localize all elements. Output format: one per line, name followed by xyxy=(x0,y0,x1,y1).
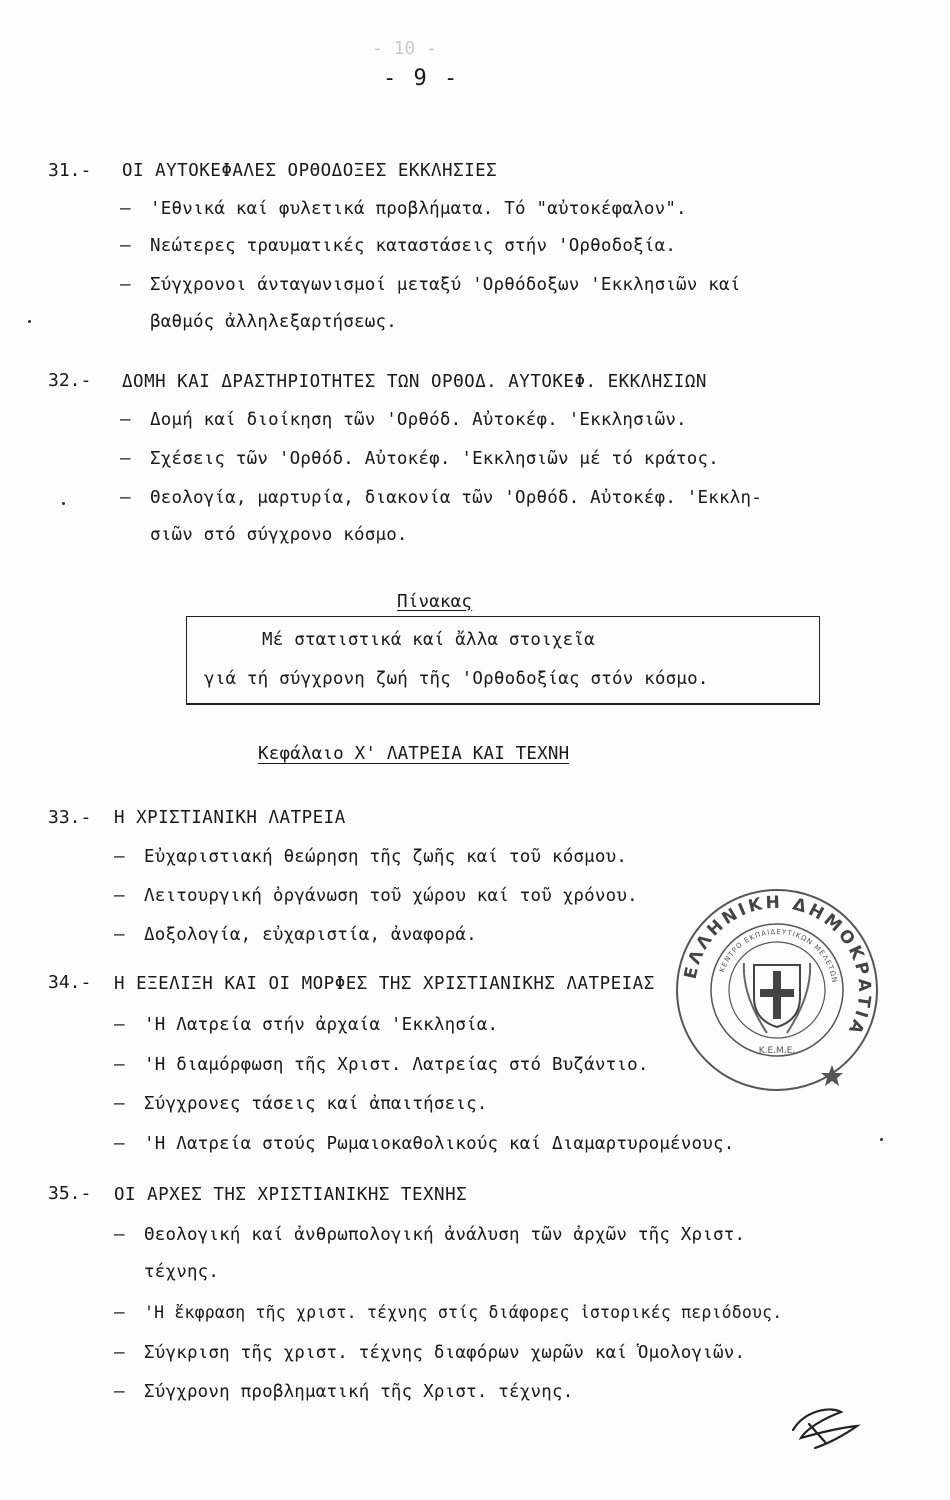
list-item: – Σύγκριση τῆς χριστ. τέχνης διαφόρων χωρῶν καί Ὁμολογιῶν. xyxy=(114,1343,746,1363)
table-note-title: Πίνακας xyxy=(397,592,473,612)
coat-of-arms-icon xyxy=(744,963,810,1033)
section-title-32: ΔΟΜΗ ΚΑΙ ΔΡΑΣΤΗΡΙΟΤΗΤΕΣ ΤΩΝ ΟΡΘΟΔ. ΑΥΤΟΚΕΦ. ΕΚΚΛΗΣΙΩΝ xyxy=(122,372,707,392)
stamp-abbreviation: Κ.Ε.Μ.Ε. xyxy=(758,1046,796,1056)
list-item: – 'Η Λατρεία στούς Ρωμαιοκαθολικούς καί Διαμαρτυρομένους. xyxy=(114,1134,735,1154)
list-item: – 'Η Λατρεία στήν ἀρχαία 'Εκκλησία. xyxy=(114,1015,499,1035)
list-item: – Δοξολογία, εὐχαριστία, ἀναφορά. xyxy=(114,925,477,945)
section-title-35: ΟΙ ΑΡΧΕΣ ΤΗΣ ΧΡΙΣΤΙΑΝΙΚΗΣ ΤΕΧΝΗΣ xyxy=(114,1185,468,1205)
chapter-heading: Κεφάλαιο Χ' ΛΑΤΡΕΙΑ ΚΑΙ ΤΕΧΝΗ xyxy=(258,744,570,764)
list-item: – Σύγχρονες τάσεις καί ἀπαιτήσεις. xyxy=(114,1094,488,1114)
list-item-continuation: τέχνης. xyxy=(144,1262,220,1282)
list-item: – 'Η διαμόρφωση τῆς Χριστ. Λατρείας στό Βυζάντιο. xyxy=(114,1055,649,1075)
bleed-through-page-number: - 10 - xyxy=(372,38,438,59)
section-title-34: Η ΕΞΕΛΙΞΗ ΚΑΙ ΟΙ ΜΟΡΦΕΣ ΤΗΣ ΧΡΙΣΤΙΑΝΙΚΗΣ ΛΑΤΡΕΙΑΣ xyxy=(114,974,655,994)
section-title-33: Η ΧΡΙΣΤΙΑΝΙΚΗ ΛΑΤΡΕΙΑ xyxy=(114,808,346,828)
signature xyxy=(785,1402,875,1457)
list-item-continuation: σιῶν στό σύγχρονο κόσμο. xyxy=(150,525,408,545)
list-item: – Σχέσεις τῶν 'Ορθόδ. Αὐτοκέφ. 'Εκκλησιῶν μέ τό κράτος. xyxy=(120,449,720,469)
list-item: – Θεολογική καί ἀνθρωπολογική ἀνάλυση τῶν ἀρχῶν τῆς Χριστ. xyxy=(114,1225,746,1245)
scan-speck xyxy=(62,502,65,505)
table-note-line2: γιά τή σύγχρονη ζωή τῆς 'Ορθοδοξίας στόν κόσμο. xyxy=(204,669,709,689)
stamp-inner-text: ΚΕΝΤΡΟ ΕΚΠΑΙΔΕΥΤΙΚΩΝ ΜΕΛΕΤΩΝ xyxy=(718,927,839,984)
table-note-line1: Μέ στατιστικά καί ἄλλα στοιχεῖα xyxy=(262,630,595,650)
list-item: – Σύγχρονη προβληματική τῆς Χριστ. τέχνης. xyxy=(114,1382,574,1402)
list-item: – Δομή καί διοίκηση τῶν 'Ορθόδ. Αὐτοκέφ. 'Εκκλησιῶν. xyxy=(120,410,687,430)
list-item: – 'Η ἔκφραση τῆς χριστ. τέχνης στίς διάφορες ἱστορικές περιόδους. xyxy=(114,1303,783,1323)
section-number-33: 33.- xyxy=(48,807,92,828)
section-title-31: ΟΙ ΑΥΤΟΚΕΦΑΛΕΣ ΟΡΘΟΔΟΞΕΣ ΕΚΚΛΗΣΙΕΣ xyxy=(122,161,498,181)
scan-speck xyxy=(28,320,31,323)
official-stamp xyxy=(672,885,882,1095)
list-item: – Εὐχαριστιακή θεώρηση τῆς ζωῆς καί τοῦ κόσμου. xyxy=(114,847,628,867)
page-number: - 9 - xyxy=(383,66,460,91)
stamp-ring-text: ΕΛΛΗΝΙΚΗ ΔΗΜΟΚΡΑΤΙΑ xyxy=(680,892,875,1040)
section-number-31: 31.- xyxy=(48,160,92,181)
list-item: – Θεολογία, μαρτυρία, διακονία τῶν 'Ορθόδ. Αὐτοκέφ. 'Εκκλη- xyxy=(120,488,762,508)
list-item: – 'Εθνικά καί φυλετικά προβλήματα. Τό "αὐτοκέφαλον". xyxy=(120,199,687,219)
section-number-34: 34.- xyxy=(48,972,92,993)
list-item: – Λειτουργική ὀργάνωση τοῦ χώρου καί τοῦ χρόνου. xyxy=(114,886,638,906)
list-item-continuation: βαθμός ἀλληλεξαρτήσεως. xyxy=(150,312,397,332)
scan-speck xyxy=(880,1138,883,1141)
section-number-35: 35.- xyxy=(48,1183,92,1204)
list-item: – Νεώτερες τραυματικές καταστάσεις στήν 'Ορθοδοξία. xyxy=(120,236,677,256)
section-number-32: 32.- xyxy=(48,370,92,391)
list-item: – Σύγχρονοι άνταγωνισμοί μεταξύ 'Ορθόδοξων 'Εκκλησιῶν καί xyxy=(120,275,741,295)
